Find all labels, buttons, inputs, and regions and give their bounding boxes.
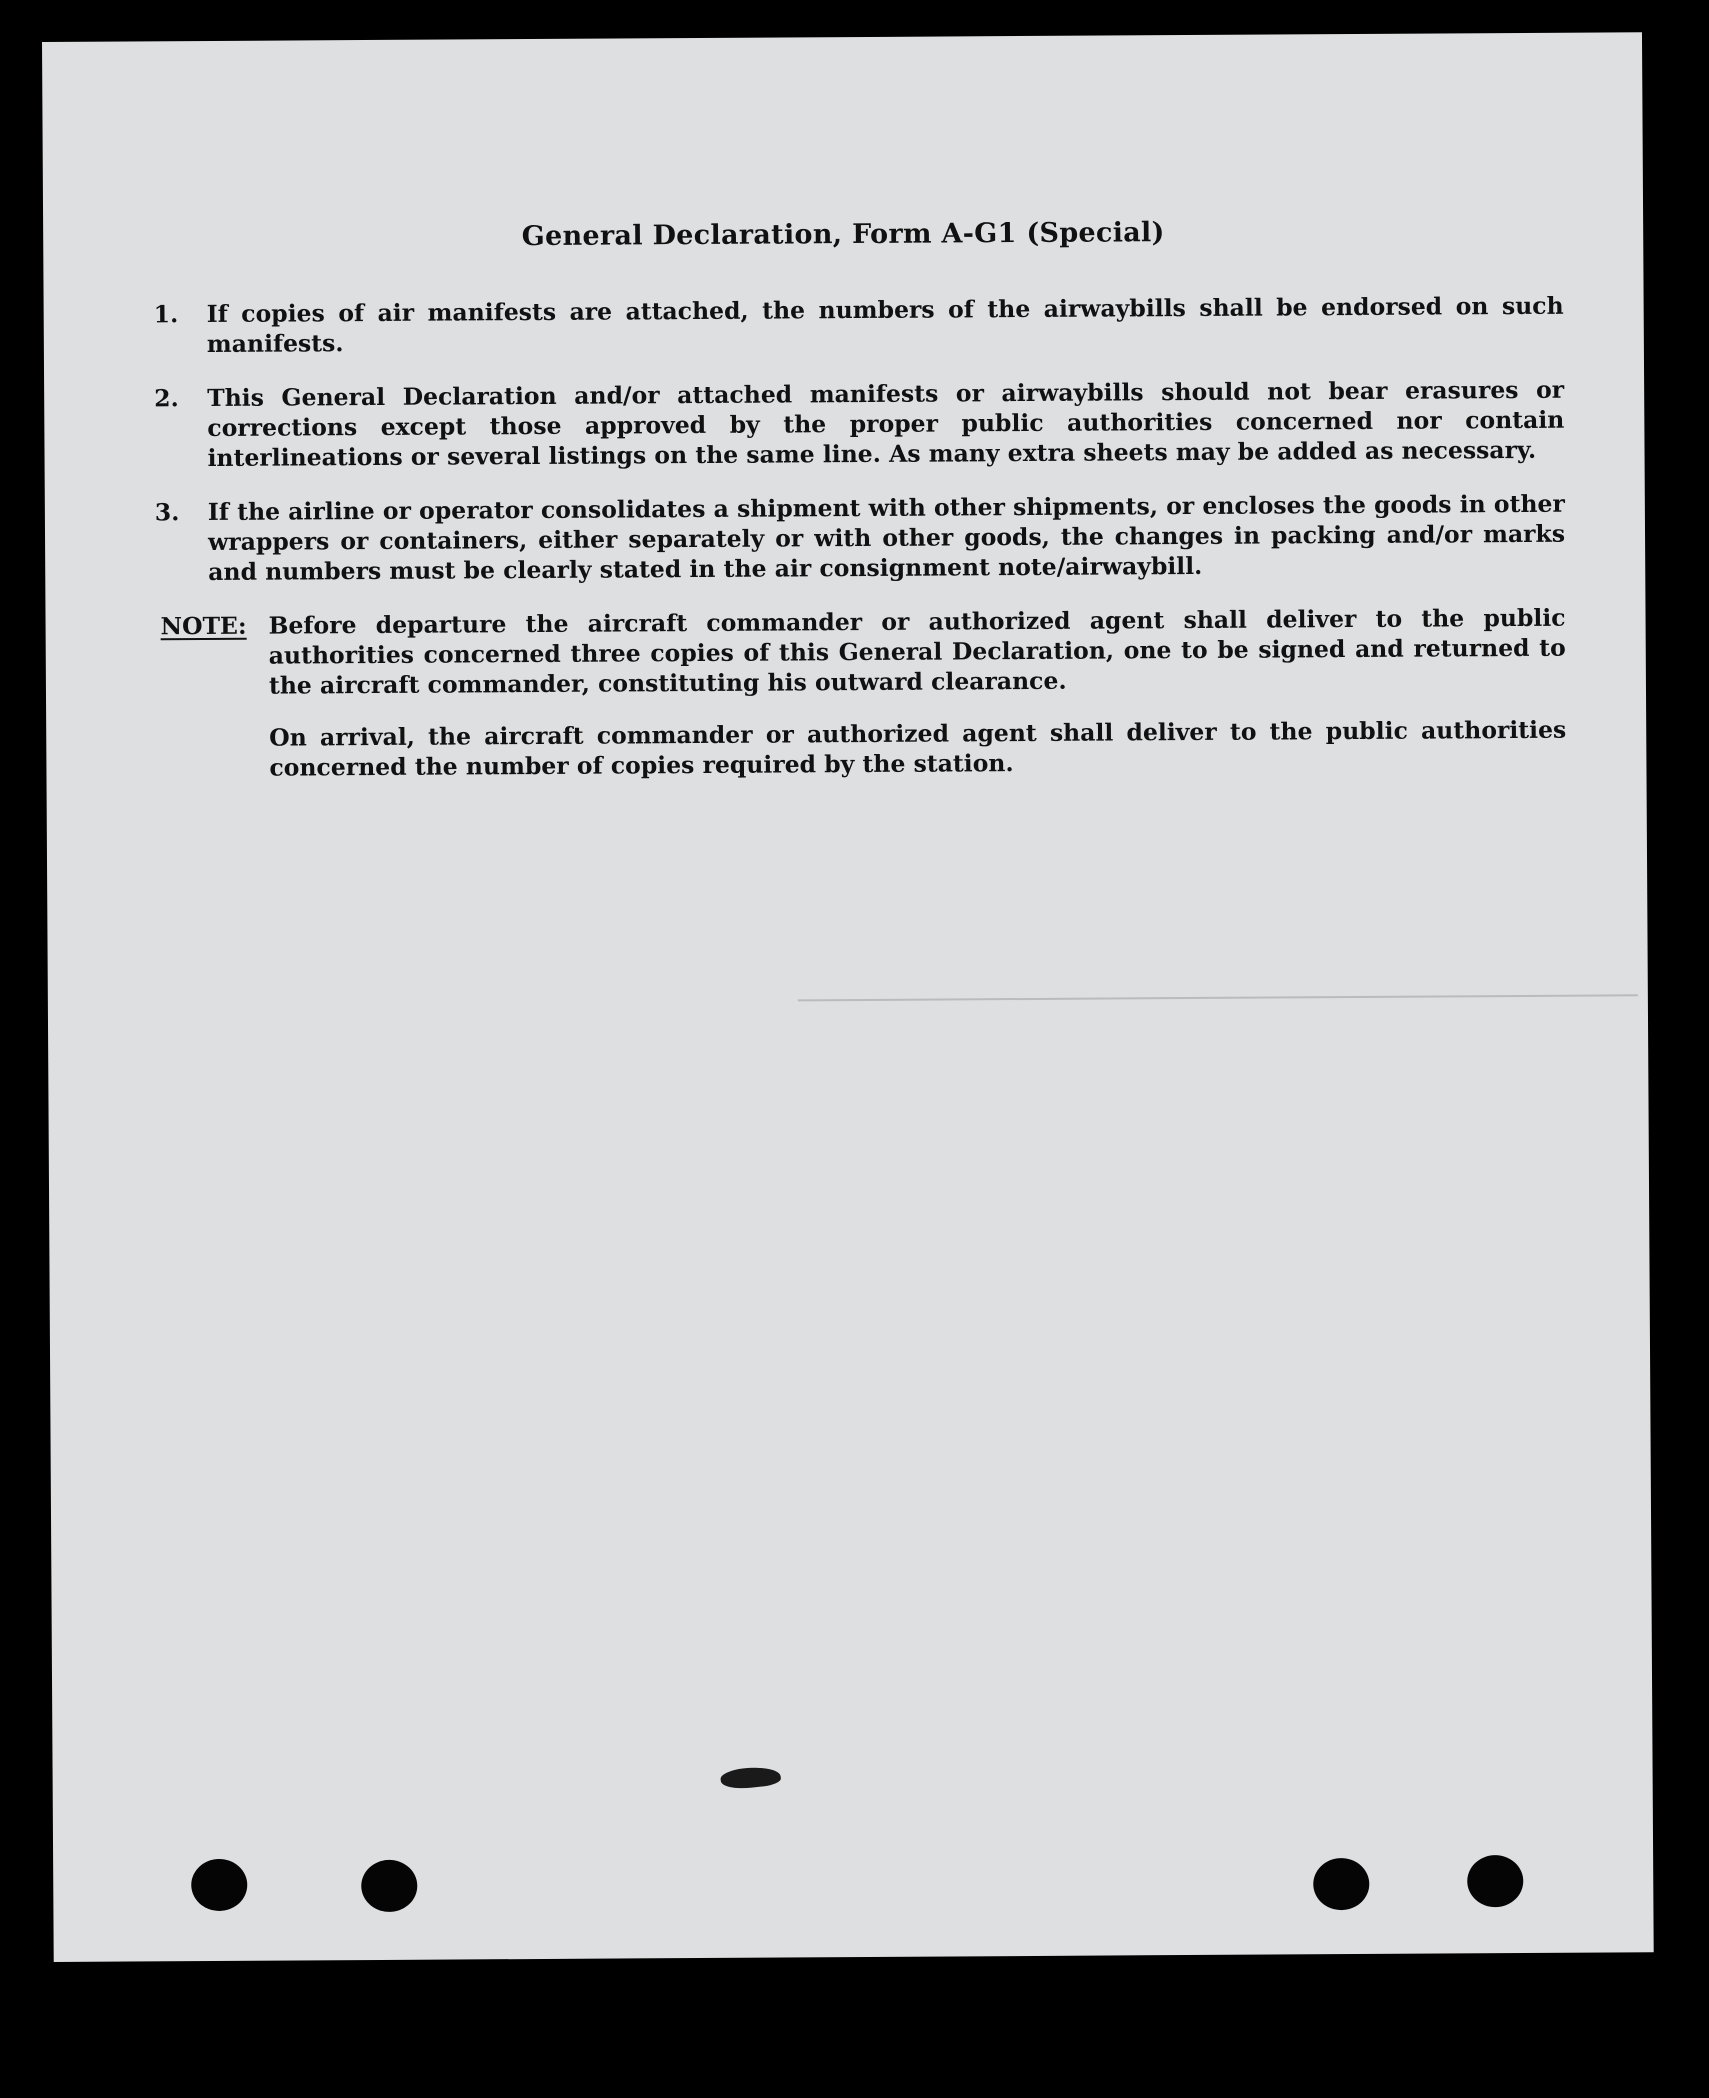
punch-hole <box>361 1860 417 1912</box>
list-item <box>155 489 1566 588</box>
item-text: If copies of air manifests are attached, the numbers of the airwaybills shall be endorsed on such manifests. <box>206 291 1564 358</box>
item-number: 1. <box>153 300 179 329</box>
note-paragraph: On arrival, the aircraft commander or authorized agent shall deliver to the public authorities concerned the number of copies required by the station. <box>269 715 1567 782</box>
punch-hole <box>191 1859 247 1911</box>
fold-line <box>798 994 1638 1001</box>
list-item <box>154 375 1565 474</box>
note-paragraph: Before departure the aircraft commander or authorized agent shall deliver to the public authorities concerned three copies of this General Declaration, one to be signed and returned to the aircraft commander, constituting his outward clearance. <box>268 603 1566 700</box>
instructions-list <box>154 291 1567 806</box>
ink-smudge <box>720 1764 782 1791</box>
note-block <box>155 603 1566 784</box>
list-item <box>154 291 1564 360</box>
document-page <box>42 32 1654 1962</box>
page-title: General Declaration, Form A-G1 (Special) <box>521 217 1165 253</box>
note-label: NOTE: <box>160 611 247 641</box>
item-number: 3. <box>154 498 180 527</box>
punch-hole <box>1313 1858 1369 1910</box>
item-text: This General Declaration and/or attached manifests or airwaybills should not bear erasures or corrections except those approved by the proper public authorities concerned nor contain interlineations or several listings on the same line. As many extra sheets may be added as necessary. <box>207 375 1565 472</box>
item-text: If the airline or operator consolidates a shipment with other shipments, or encloses the goods in other wrappers or containers, either separately or with other goods, the changes in packing and/or marks and numbers must be clearly stated in the air consignment note/airwaybill. <box>207 489 1566 586</box>
punch-hole <box>1467 1855 1523 1907</box>
item-number: 2. <box>154 384 179 413</box>
